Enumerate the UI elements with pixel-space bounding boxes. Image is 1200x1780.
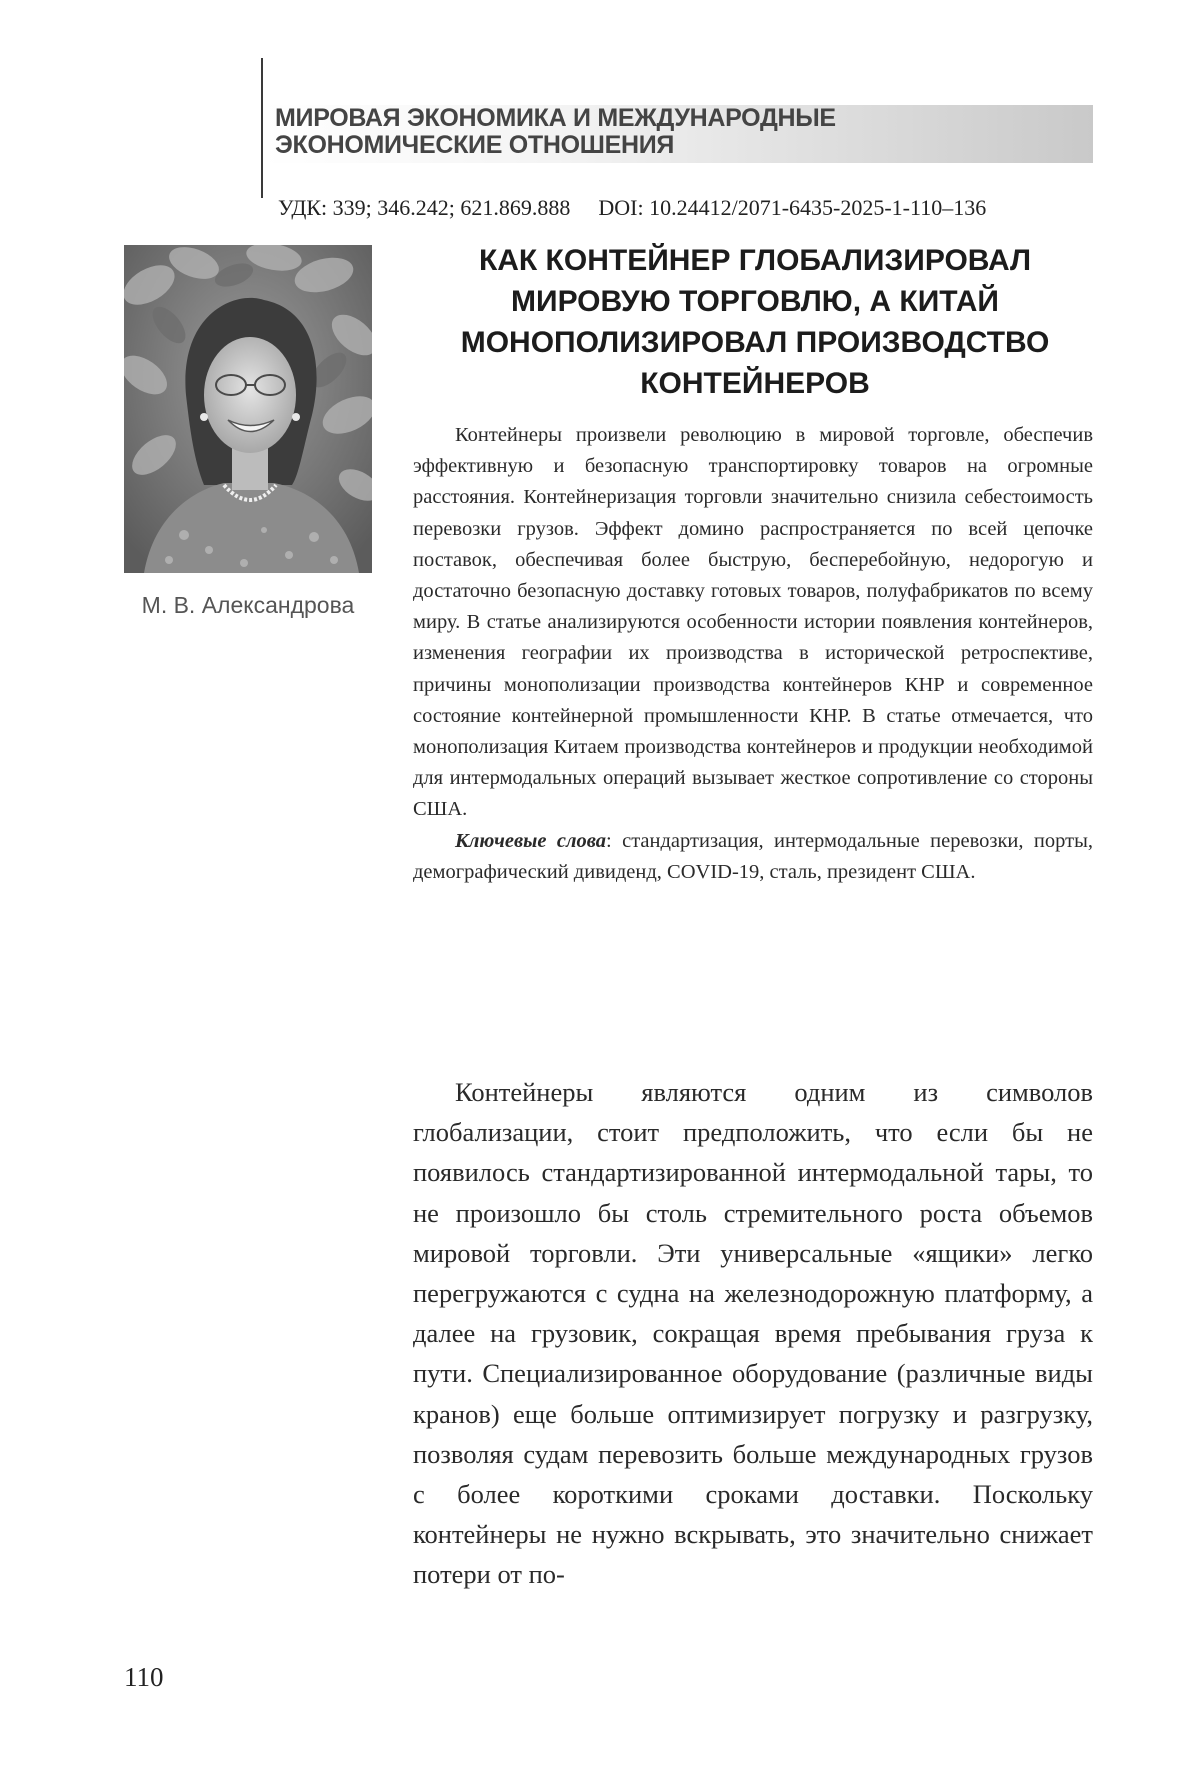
keywords-list: : стандартизация, интермодальные перевозки, порты, демографический дивиденд, COVID-19, сталь, президент США. — [413, 830, 1093, 883]
section-title — [275, 105, 1075, 159]
abstract — [413, 420, 1093, 888]
article-title-line: КАК КОНТЕЙНЕР ГЛОБАЛИЗИРОВАЛ — [405, 240, 1105, 281]
journal-page — [0, 0, 1200, 1780]
doi-link[interactable]: DOI: 10.24412/2071-6435-2025-1-110–136 — [598, 195, 986, 220]
body-paragraph: Контейнеры являются одним из символов глобализации, стоит предположить, что если бы не появилось стандартизированной интермодальной тары, то не произошло бы столь стремительного роста объемов мировой торговли. Эти универсальные «ящики» легко перегружаются с судна на железнодорожную платформу, а далее на грузовик, сокращая время пребывания груза к пути. Специализированное оборудование (различные виды кранов) еще больше оптимизирует погрузку и разгрузку, позволяя судам перевозить больше международных грузов с более короткими сроками доставки. Поскольку контейнеры не нужно вскрывать, это значительно снижает потери от по- — [413, 1072, 1093, 1595]
author-name: М. В. Александрова — [124, 592, 372, 619]
abstract-text: Контейнеры произвели революцию в мировой торговле, обеспечив эффективную и безопасную транспортировку товаров на огромные расстояния. Контейнеризация торговли значительно снизила себестоимость перевозки грузов. Эффект домино распространяется по всей цепочке поставок, обеспечивая более быструю, бесперебойную, недорогую и достаточно безопасную доставку готовых товаров, полуфабрикатов по всему миру. В статье анализируются особенности истории появления контейнеров, изменения географии их производства в исторической ретроспективе, причины монополизации производства контейнеров КНР и современное состояние контейнерной промышленности КНР. В статье отмечается, что монополизация Китаем производства контейнеров и продукции необходимой для интермодальных операций вызывает жесткое сопротивление со стороны США. — [413, 420, 1093, 826]
article-title-line: МОНОПОЛИЗИРОВАЛ ПРОИЗВОДСТВО — [405, 322, 1105, 363]
keywords-label: Ключевые слова — [455, 830, 606, 852]
author-portrait-image — [124, 245, 372, 573]
section-title-line-1: МИРОВАЯ ЭКОНОМИКА И МЕЖДУНАРОДНЫЕ — [275, 105, 1075, 132]
udk-doi-line — [278, 195, 1098, 221]
article-title-line: КОНТЕЙНЕРОВ — [405, 363, 1105, 404]
keywords — [413, 826, 1093, 888]
author-photo — [124, 245, 372, 573]
section-title-line-2: ЭКОНОМИЧЕСКИЕ ОТНОШЕНИЯ — [275, 132, 1075, 159]
udk-code: УДК: 339; 346.242; 621.869.888 — [278, 195, 570, 220]
page-number: 110 — [124, 1662, 164, 1693]
article-title-line: МИРОВУЮ ТОРГОВЛЮ, А КИТАЙ — [405, 281, 1105, 322]
article-title — [405, 240, 1105, 404]
